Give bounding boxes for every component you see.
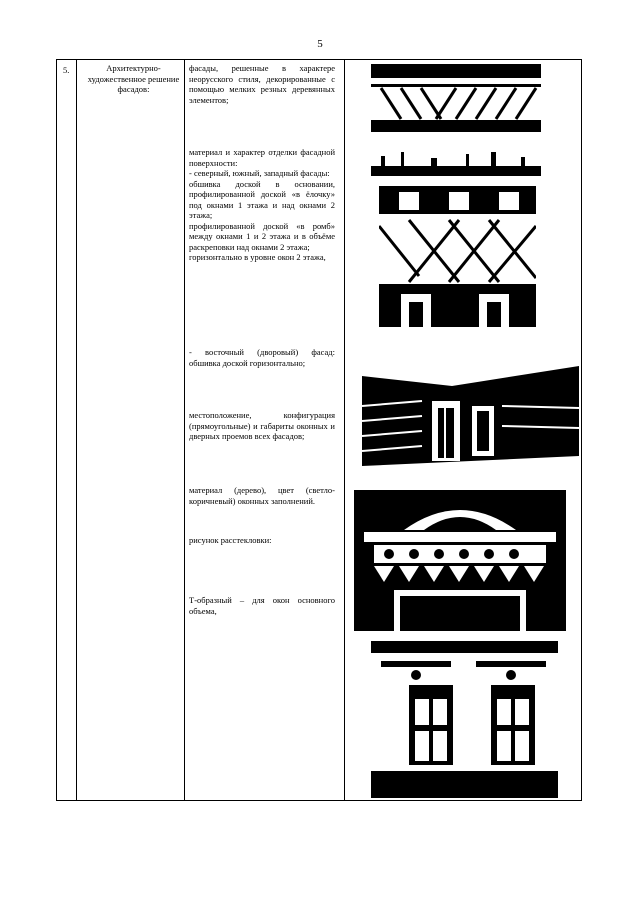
- description-paragraph: материал и характер отделки фасадной поверхности:: [189, 147, 335, 168]
- description-paragraph: обшивка доской в основании, профилированной доской «в ёлочку» под окнами 1 этажа и над окнами 2 этажа;: [189, 178, 335, 220]
- facade-photo-windows: [371, 641, 558, 798]
- description-block: [189, 63, 335, 105]
- facade-photo-window-carving: [354, 490, 566, 631]
- facade-photo-herringbone: [371, 64, 541, 132]
- row-number: 5.: [63, 65, 70, 75]
- description-block: [189, 347, 335, 368]
- description-block: [189, 410, 335, 442]
- description-paragraph: Т-образный – для окон основного объема,: [189, 595, 335, 616]
- column-divider: [76, 60, 77, 800]
- description-paragraph: фасады, решенные в характере неорусского стиля, декорированные с помощью мелких резных деревянных элементов;: [189, 63, 335, 105]
- document-table: [56, 59, 582, 801]
- description-paragraph: местоположение, конфигурация (прямоугольные) и габариты оконных и дверных проемов всех фасадов;: [189, 410, 335, 441]
- facade-photo-band: [371, 148, 541, 176]
- description-paragraph: рисунок расстекловки:: [189, 535, 272, 545]
- column-divider: [184, 60, 185, 800]
- description-block: [189, 535, 335, 546]
- description-block: [189, 485, 335, 506]
- description-paragraph: профилированной доской «в ромб» между окнами 1 и 2 этажа и в объёме раскреповки над окнами 2 этажа;: [189, 220, 335, 252]
- page-number: 5: [317, 38, 323, 50]
- description-paragraph: горизонтально в уровне окон 2 этажа,: [189, 252, 326, 262]
- row-name: Архитектурно-художественное решение фасадов:: [87, 63, 180, 94]
- description-block: [189, 147, 335, 263]
- description-block: [189, 595, 335, 616]
- facade-photo-courtyard: [362, 346, 579, 478]
- facade-photo-rhomb: [379, 186, 536, 327]
- description-paragraph: - восточный (дворовый) фасад: обшивка доской горизонтально;: [189, 347, 335, 368]
- column-divider: [344, 60, 345, 800]
- description-paragraph: - северный, южный, западный фасады:: [189, 168, 330, 178]
- description-paragraph: материал (дерево), цвет (светло-коричневый) оконных заполнений.: [189, 485, 335, 506]
